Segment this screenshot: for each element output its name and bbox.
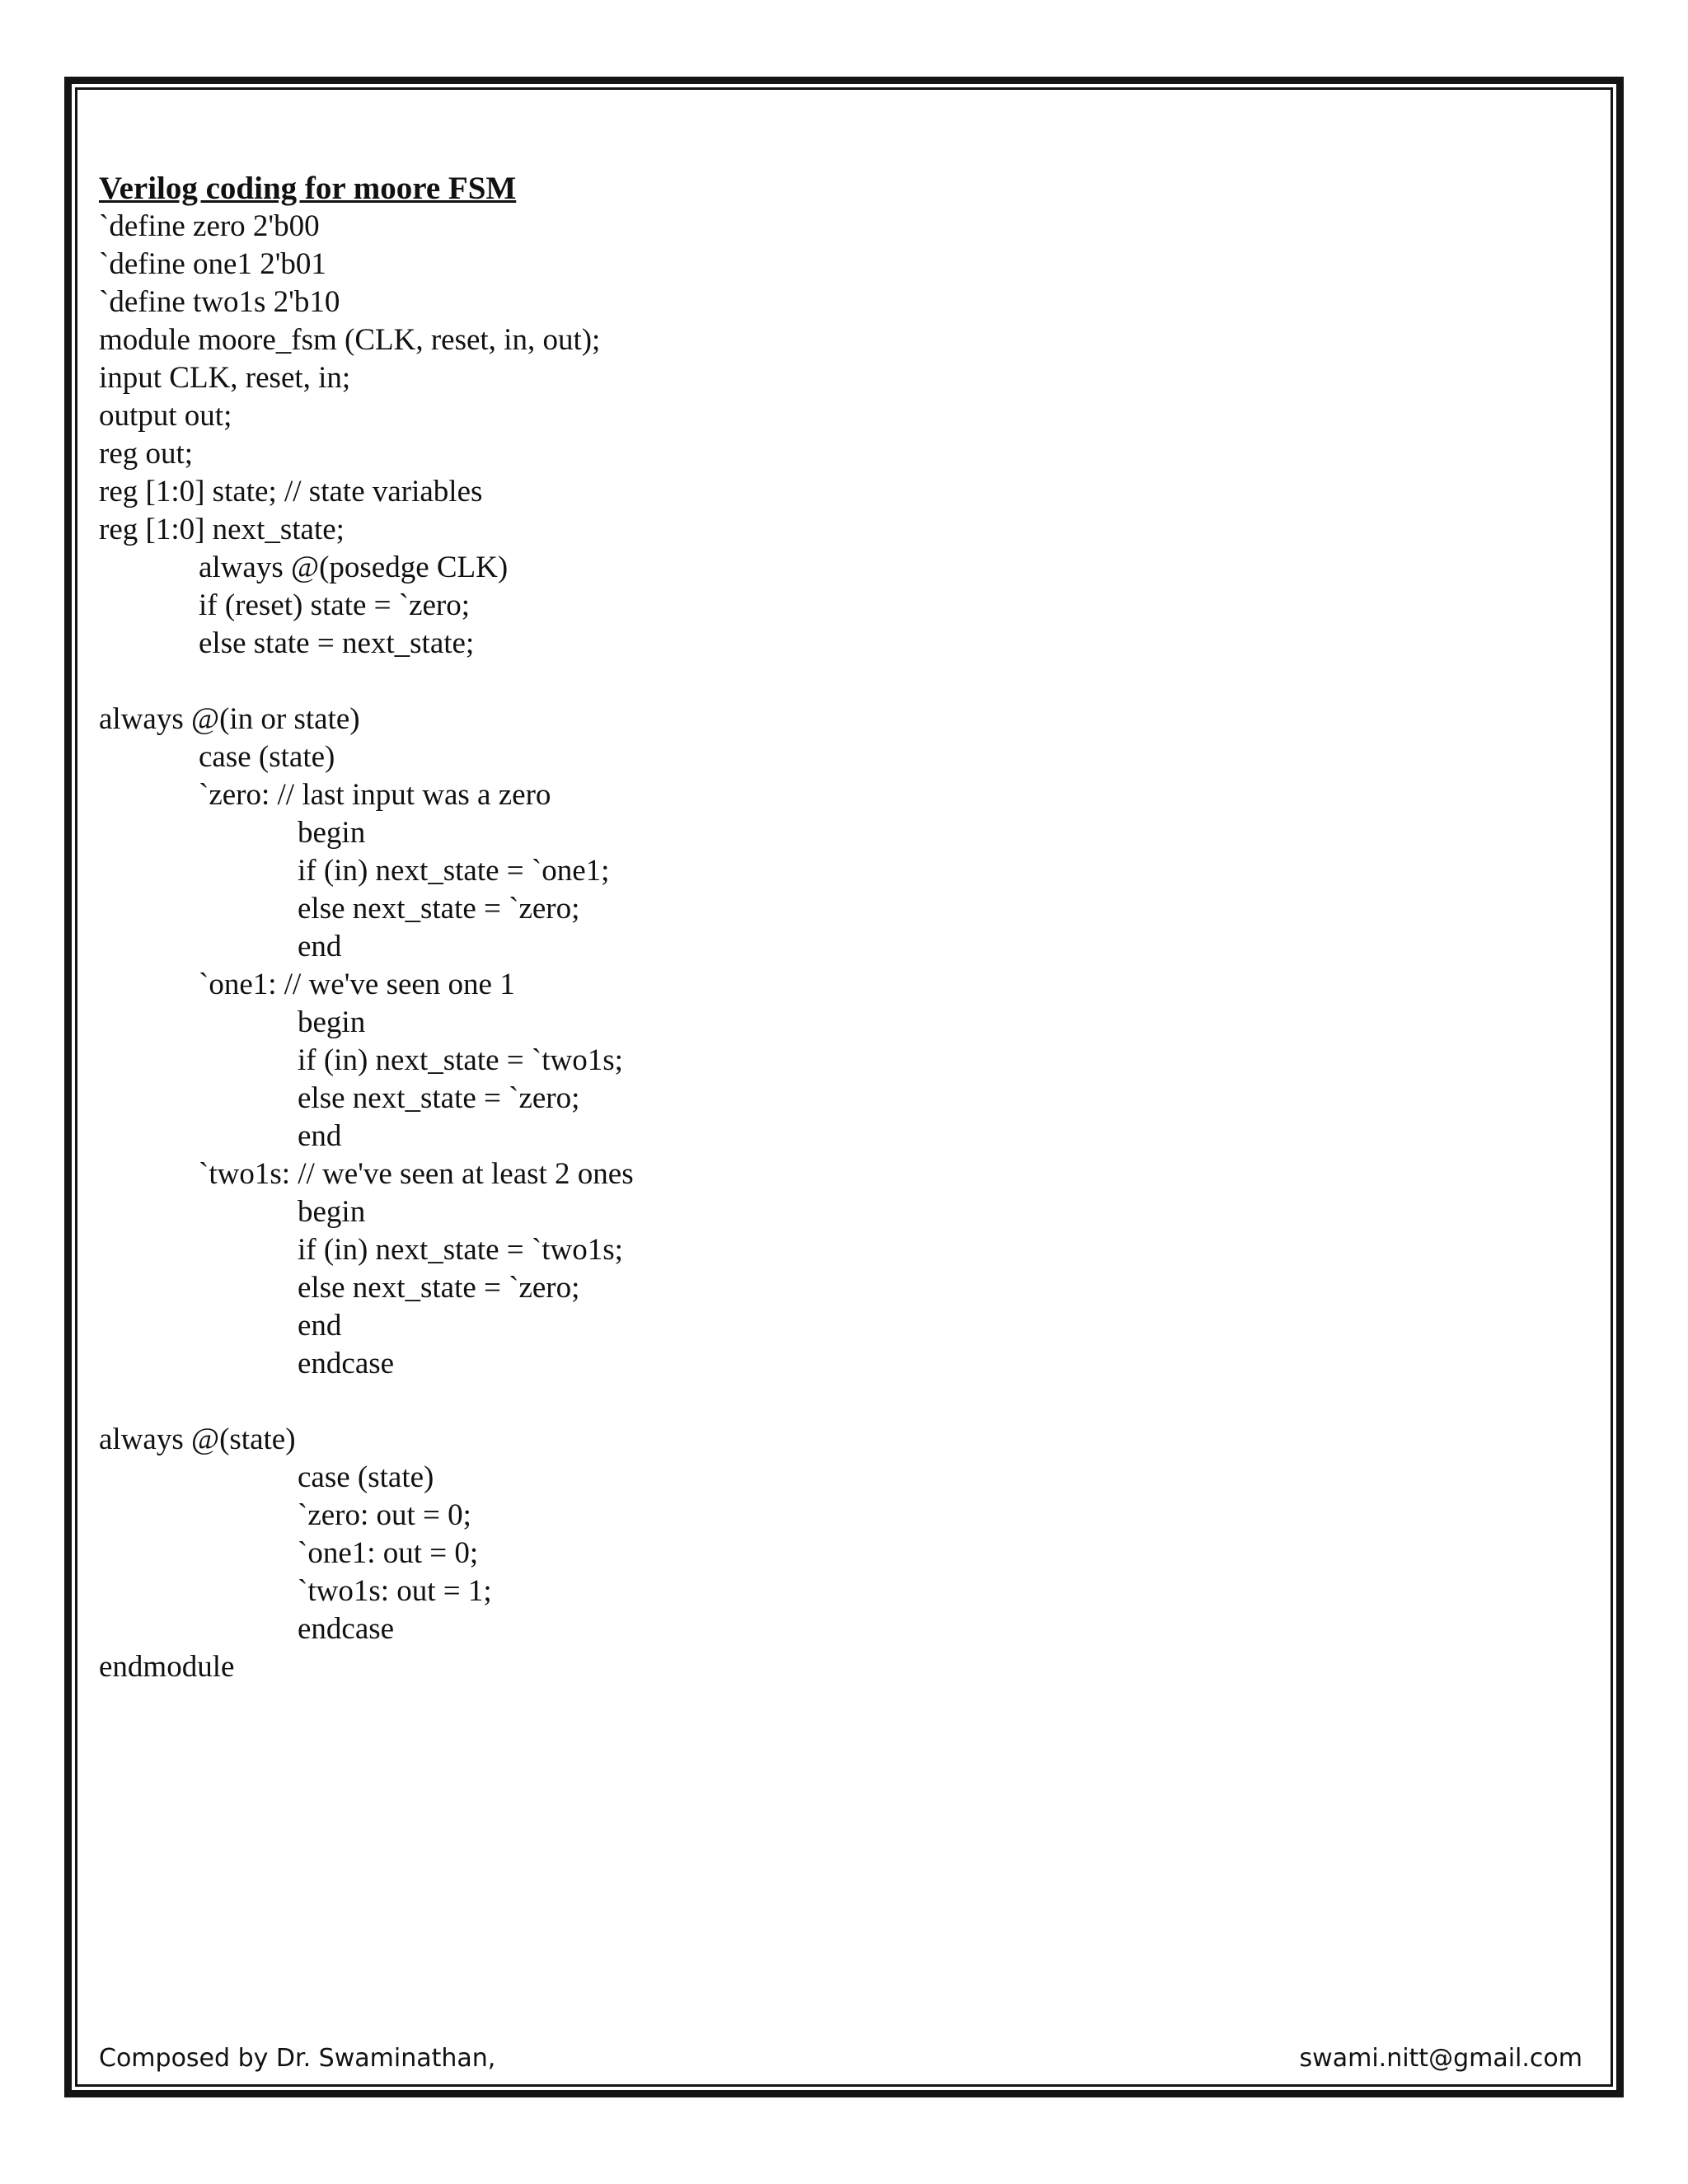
code-line: `define two1s 2'b10 <box>99 285 340 319</box>
code-line: `zero: // last input was a zero <box>199 778 551 812</box>
code-line: `one1: // we've seen one 1 <box>199 968 515 1001</box>
code-line: module moore_fsm (CLK, reset, in, out); <box>99 323 601 357</box>
code-line: else state = next_state; <box>199 626 475 660</box>
code-line: `two1s: out = 1; <box>298 1574 492 1608</box>
code-line: begin <box>298 1195 366 1229</box>
code-line: if (reset) state = `zero; <box>199 588 471 622</box>
code-line: case (state) <box>298 1460 434 1494</box>
page-footer <box>99 2042 1582 2075</box>
code-line: if (in) next_state = `two1s; <box>298 1043 623 1077</box>
code-line: else next_state = `zero; <box>298 1271 580 1305</box>
code-line: output out; <box>99 399 232 433</box>
code-line: endcase <box>298 1612 395 1646</box>
code-line: reg [1:0] state; // state variables <box>99 475 483 509</box>
code-line: else next_state = `zero; <box>298 1081 580 1115</box>
code-line: always @(in or state) <box>99 702 360 736</box>
code-line: reg [1:0] next_state; <box>99 513 345 546</box>
code-line: begin <box>298 816 366 850</box>
code-line: begin <box>298 1005 366 1039</box>
footer-author: Composed by Dr. Swaminathan, <box>99 2044 496 2073</box>
code-line: endcase <box>298 1347 395 1380</box>
footer-email: swami.nitt@gmail.com <box>1299 2044 1582 2073</box>
code-line: else next_state = `zero; <box>298 892 580 926</box>
code-line: if (in) next_state = `one1; <box>298 854 610 888</box>
blank-line <box>99 663 1582 701</box>
code-line: end <box>298 1309 342 1343</box>
code-line: `two1s: // we've seen at least 2 ones <box>199 1157 634 1191</box>
code-line: endmodule <box>99 1650 235 1684</box>
code-line: always @(state) <box>99 1422 296 1456</box>
code-line: input CLK, reset, in; <box>99 361 351 395</box>
document-title: Verilog coding for moore FSM <box>99 171 517 206</box>
code-line: `zero: out = 0; <box>298 1498 471 1532</box>
code-line: reg out; <box>99 437 194 471</box>
blank-line <box>99 1383 1582 1421</box>
code-line: `one1: out = 0; <box>298 1536 479 1570</box>
code-line: `define one1 2'b01 <box>99 247 326 281</box>
code-line: if (in) next_state = `two1s; <box>298 1233 623 1267</box>
code-line: `define zero 2'b00 <box>99 209 320 243</box>
code-line: always @(posedge CLK) <box>199 551 509 584</box>
document-body <box>99 170 1582 1686</box>
code-line: end <box>298 1119 342 1153</box>
code-line: end <box>298 930 342 963</box>
code-line: case (state) <box>199 740 335 774</box>
